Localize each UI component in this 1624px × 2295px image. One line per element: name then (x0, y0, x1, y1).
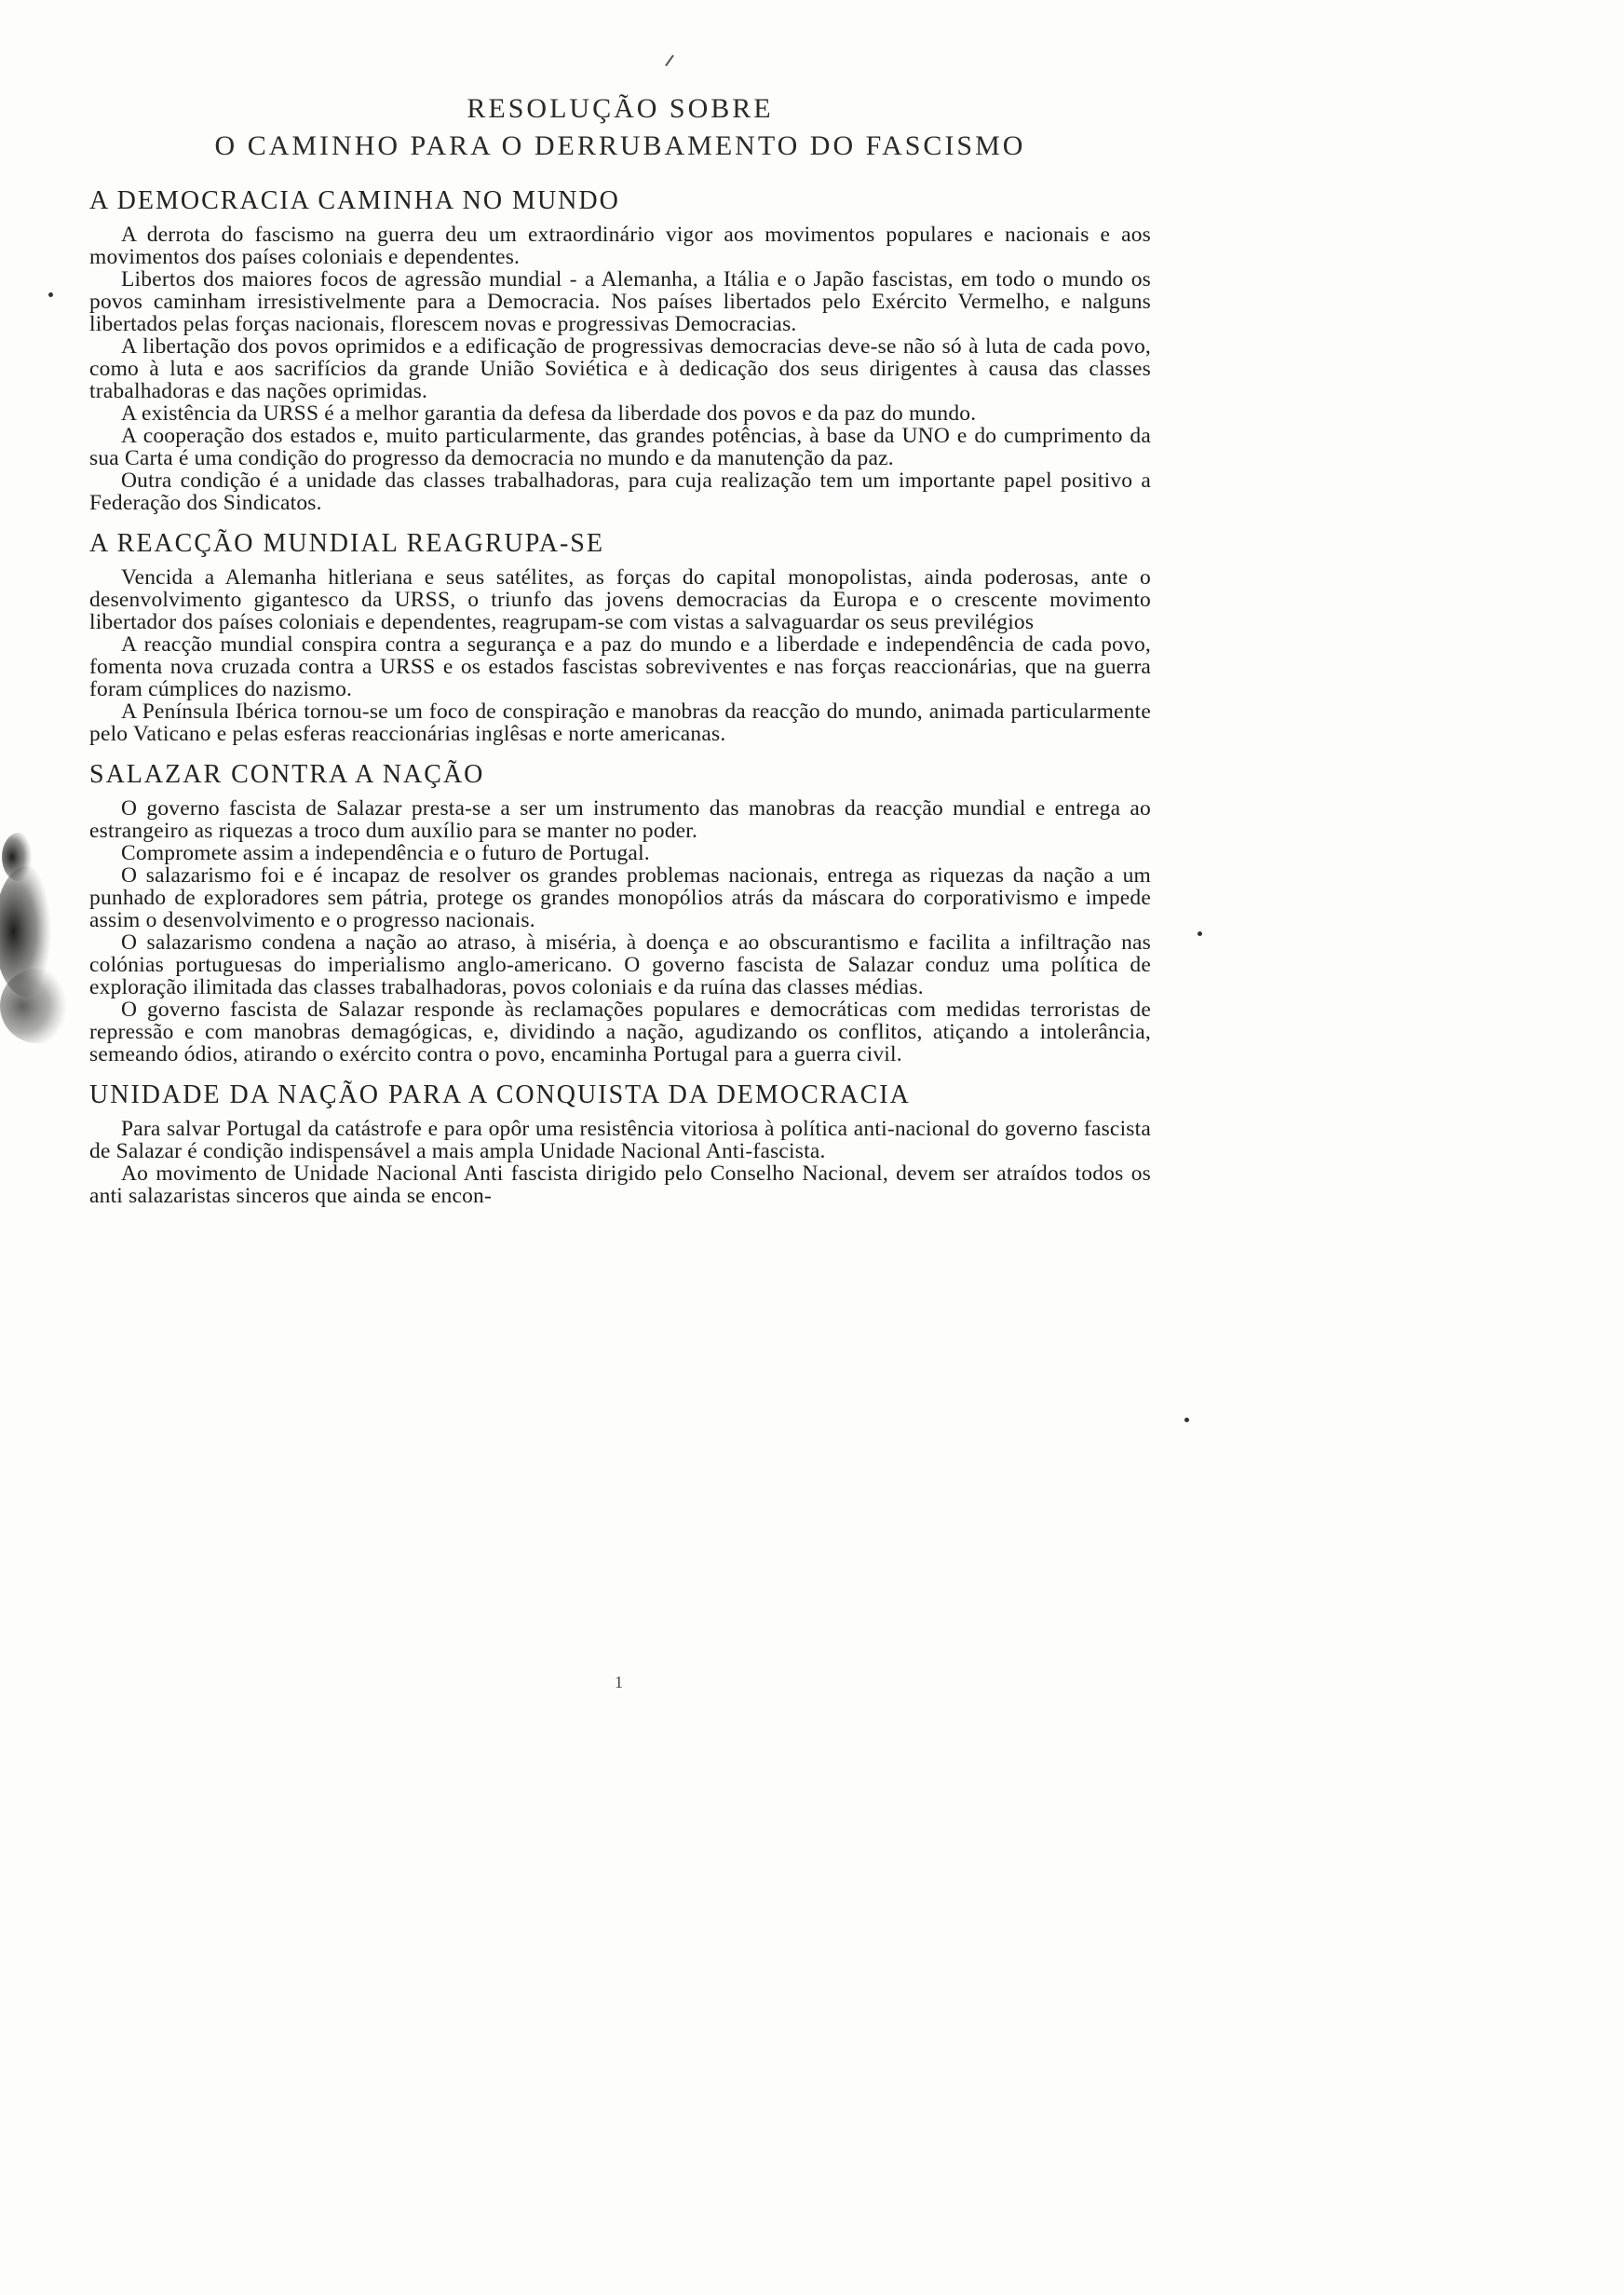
paragraph: Vencida a Alemanha hitleriana e seus satélites, as forças do capital monopolistas, ainda poderosas, ante o desenvolvimento gigantesco da URSS, o triunfo das jovens democracias da Europa e o crescente movimento libertador dos países coloniais e dependentes, reagrupam-se com vistas a salvaguardar os seus previlégios (89, 565, 1151, 634)
section-heading: SALAZAR CONTRA A NAÇÃO (89, 760, 485, 789)
ink-smudge (0, 820, 84, 1062)
speck (1198, 931, 1202, 936)
resolution-document (89, 93, 1151, 1207)
paragraph: Para salvar Portugal da catástrofe e para opôr uma resistência vitoriosa à política anti-nacional do governo fascista de Salazar é condição indispensável a mais ampla Unidade Nacional Anti-fascista. (89, 1117, 1151, 1163)
paragraph: A reacção mundial conspira contra a segurança e a paz do mundo e a liberdade e independência de cada povo, fomenta nova cruzada contra a URSS e os estados fascistas sobreviventes e nas forças reaccionárias, que na guerra foram cúmplices do nazismo. (89, 632, 1151, 701)
section-heading: UNIDADE DA NAÇÃO PARA A CONQUISTA DA DEMOCRACIA (89, 1080, 911, 1109)
pen-mark (665, 55, 674, 67)
section-heading: A REACÇÃO MUNDIAL REAGRUPA-SE (89, 529, 604, 558)
paragraph: Compromete assim a independência e o futuro de Portugal. (121, 841, 650, 865)
paragraph: A Península Ibérica tornou-se um foco de conspiração e manobras da reacção do mundo, animada particularmente pelo Vaticano e pelas esferas reaccionárias inglêsas e norte americanas. (89, 699, 1151, 746)
paragraph: O governo fascista de Salazar presta-se a ser um instrumento das manobras da reacção mundial e entrega ao estrangeiro as riquezas a troco dum auxílio para se manter no poder. (89, 796, 1151, 843)
paragraph: A libertação dos povos oprimidos e a edificação de progressivas democracias deve-se não só à luta de cada povo, como à luta e aos sacrifícios da grande União Soviética e à dedicação dos seus dirigentes à causa das classes trabalhadoras e das nações oprimidas. (89, 334, 1151, 403)
paragraph: Outra condição é a unidade das classes trabalhadoras, para cuja realização tem um importante papel positivo a Federação dos Sindicatos. (89, 469, 1151, 515)
paragraph: A derrota do fascismo na guerra deu um extraordinário vigor aos movimentos populares e nacionais e aos movimentos dos países coloniais e dependentes. (89, 223, 1151, 269)
page-number: 1 (615, 1673, 623, 1691)
section-unidade (89, 1080, 1151, 1207)
paragraph: Ao movimento de Unidade Nacional Anti fascista dirigido pelo Conselho Nacional, devem ser atraídos todos os anti salazaristas sinceros que ainda se encon- (89, 1161, 1151, 1208)
speck (48, 292, 53, 297)
section-democracia (89, 186, 1151, 514)
paragraph: O salazarismo condena a nação ao atraso, à miséria, à doença e ao obscurantismo e facilita a infiltração nas colónias portuguesas do imperialismo anglo-americano. O governo fascista de Salazar conduz uma política de exploração ilimitada das classes trabalhadoras, povos coloniais e da ruína das classes médias. (89, 930, 1151, 999)
section-salazar (89, 760, 1151, 1066)
speck (1184, 1418, 1189, 1422)
document-subtitle: O CAMINHO PARA O DERRUBAMENTO DO FASCISMO (214, 130, 1026, 161)
section-reaccao (89, 529, 1151, 745)
paragraph: O governo fascista de Salazar responde às reclamações populares e democráticas com medidas terroristas de repressão e com manobras demagógicas, e, dividindo a nação, agudizando os conflitos, atiçando a intolerância, semeando ódios, atirando o exército contra o povo, encaminha Portugal para a guerra civil. (89, 998, 1151, 1066)
paragraph: Libertos dos maiores focos de agressão mundial - a Alemanha, a Itália e o Japão fascistas, em todo o mundo os povos caminham irresistivelmente para a Democracia. Nos países libertados pelo Exército Vermelho, e nalguns libertados pelas forças nacionais, florescem novas e progressivas Democracias. (89, 267, 1151, 336)
section-heading: A DEMOCRACIA CAMINHA NO MUNDO (89, 186, 620, 215)
paragraph: A existência da URSS é a melhor garantia da defesa da liberdade dos povos e da paz do mundo. (121, 401, 977, 426)
document-title: RESOLUÇÃO SOBRE (467, 93, 774, 124)
paragraph: A cooperação dos estados e, muito particularmente, das grandes potências, à base da UNO e do cumprimento da sua Carta é uma condição do progresso da democracia no mundo e da manutenção da paz. (89, 424, 1151, 470)
paragraph: O salazarismo foi e é incapaz de resolver os grandes problemas nacionais, entrega as riquezas da nação a um punhado de exploradores sem pátria, protege os grandes monopólios atrás da máscara do corporativismo e impede assim o desenvolvimento e o progresso nacionais. (89, 863, 1151, 932)
